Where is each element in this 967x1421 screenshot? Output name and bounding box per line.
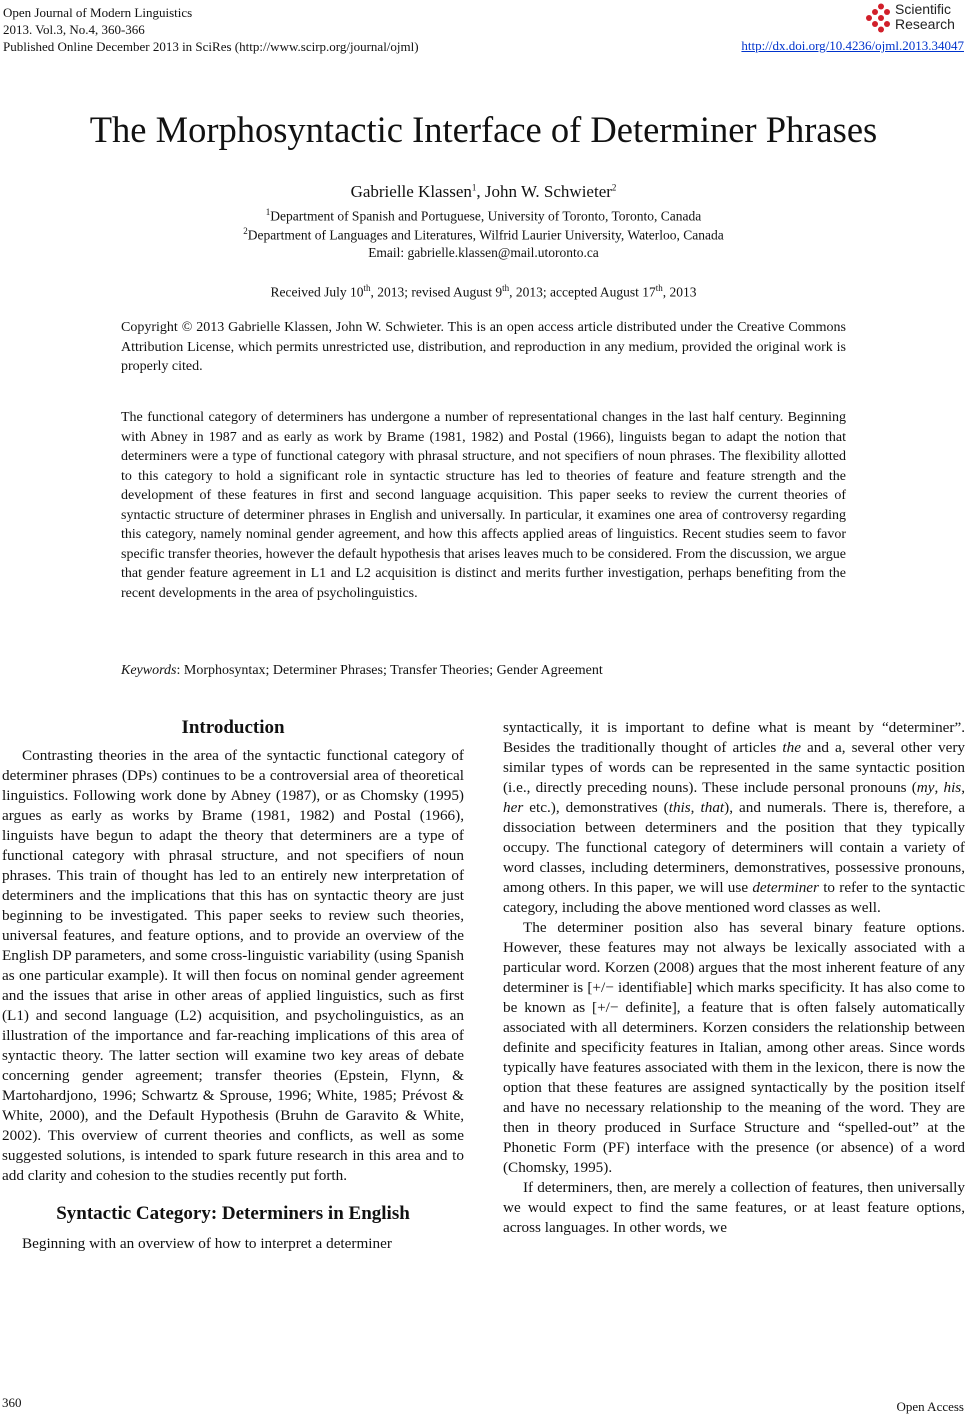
author-line [0,182,967,202]
keywords-label: Keywords [121,663,177,678]
doi-link[interactable]: http://dx.doi.org/10.4236/ojml.2013.34047 [741,38,964,53]
italic-term: my [916,779,935,796]
journal-published: Published Online December 2013 in SciRes (http://www.scirp.org/journal/ojml) [3,39,419,54]
text-run: syntactically, it is important to define what is meant by “determiner”. Besides the traditionally thought of articles [503,719,965,756]
text-run: and a, several other very similar types of words can be represented in the same syntactic position (i.e., directly preceding nouns). These include personal pronouns ( [503,739,965,796]
text-run: to refer to the syntactic category, including the above mentioned word classes as well. [503,879,965,916]
logo-text [895,2,955,32]
affiliation-1 [0,207,967,225]
accepted-sup: th [655,283,663,293]
keywords-text: : Morphosyntax; Determiner Phrases; Transfer Theories; Gender Agreement [176,663,603,678]
author-email: Email: gabrielle.klassen@mail.utoronto.ca [368,245,599,260]
italic-term: his [943,779,962,796]
author-2-affil-mark: 2 [611,182,617,193]
intro-paragraph: Contrasting theories in the area of the syntactic functional category of determiner phrases (DPs) continues to be a controversial area of theoretical linguistics. Following work done by Abney (1987), or as Chomsky (1995) argues as early as works by Brame (1981, 1982) and Postal (1966), linguists have begun to adapt the theory that determiners are a type of functional category with phrasal structure, and not specifiers of noun phrases. This train of thought has led to an entirely new interpretation of determiners and the implications that this has on syntactic theory are just beginning to be investigated. This paper seeks to review such theories, universal features, and feature options, and to provide an overview of the English DP parameters, and some cross-linguistic variability (using Spanish as one particular example). It will then focus on nominal gender agreement and the issues that arise in other areas of applied linguistics, such as first (L1) and second language (L2) acquisition, and psycholinguistics, as an illustration of the importance and far-reaching implications of this area of syntactic theory. The latter section will examine two key areas of debate concerning gender agreement; transfer theories (Epstein, Flynn, & Martohardjono, 1996; Schwartz & Sprouse, 1996; White, 1985; Prévost & White, 2000), and the Default Hypothesis (Bruhn de Garavito & White, 2002). This overview of current theories and conflicts, as well as some suggested solutions, is intended to spark future research in this area and to add clarity and cohesion to the studies recently put forth. [2,747,464,1184]
logo-line2: Research [895,16,955,32]
text-run: , [690,799,701,816]
author-1: Gabrielle Klassen [350,182,472,201]
received-dates [0,283,967,301]
year-part: , 2013 [662,284,697,300]
section-heading-introduction: Introduction [181,717,285,738]
open-access-label: Open Access [896,1399,964,1414]
italic-term: this [668,799,691,816]
italic-term: determiner [752,879,819,896]
text-run: , [934,779,944,796]
received-sup: th [363,283,371,293]
paper-title: The Morphosyntactic Interface of Determiner Phrases [89,109,878,150]
affiliation-2-text: Department of Languages and Literatures, Wilfrid Laurier University, Waterloo, Canada [247,227,724,243]
italic-term: the [782,739,801,756]
revised-sup: th [502,283,510,293]
received-part: Received July 10 [270,284,364,300]
author-2: John W. Schwieter [484,182,612,201]
affiliation-2 [0,226,967,244]
affiliation-1-text: Department of Spanish and Portuguese, University of Toronto, Toronto, Canada [270,208,702,224]
right-paragraph-3: If determiners, then, are merely a collection of features, then universally we would expect to find the same features, or at least feature options, across languages. In other words, we [503,1179,965,1236]
journal-volume: 2013. Vol.3, No.4, 360-366 [3,22,145,37]
section-heading-syntactic-category: Syntactic Category: Determiners in English [56,1203,410,1224]
abstract: The functional category of determiners has undergone a number of representational changes in the last half century. Beginning with Abney in 1987 and as early as work by Brame (1981, 1982) and Postal (1966), linguists began to adapt the notion that determiners were a type of functional category with phrasal structure, and not specifiers of noun phrases. The flexibility allotted to this category to hold a significant role in syntactic structure has led to theories of feature and feature strength and the development of these features in first and second language acquisition. This paper seeks to review the current theories of syntactic structure of determiner phrases in English and universally. In particular, it examines one area of controversy regarding this category, namely nominal gender agreement, and how this affects applied areas of linguistics. Recent studies seem to favor specific transfer theories, however the default hypothesis that arises leaves much to be considered. From the discussion, we argue that gender feature agreement in L1 and L2 acquisition is distinct and merits further investigation, perhaps benefiting from the recent developments in the area of psycholinguistics. [121,410,846,601]
author-separator: , [476,182,485,201]
affiliation-1-mark: 1 [265,207,271,217]
author-1-affil-mark: 1 [471,182,477,193]
scientific-research-logo [863,2,965,34]
syntactic-category-paragraph: Beginning with an overview of how to interpret a determiner [22,1235,392,1252]
journal-header [3,4,419,55]
text-run: etc.), demonstratives ( [523,799,669,816]
keywords [121,663,846,679]
copyright-notice: Copyright © 2013 Gabrielle Klassen, John W. Schwieter. This is an open access article distributed under the Creative Commons Attribution License, which permits unrestricted use, distribution, and reproduction in any medium, provided the original work is properly cited. [121,320,846,374]
text-run: , [961,779,965,796]
text-run: ), and numerals. There is, therefore, a dissociation between determiners and the position that they typically occupy. The functional category of determiners will contain a variety of word classes, including determiners, demonstratives, possessive pronouns, among others. In this paper, we will use [503,799,966,896]
italic-term: her [503,799,524,816]
right-paragraph-2: The determiner position also has several binary feature options. However, these features may not always be lexically associated with a particular word. Korzen (2008) argues that the most inherent feature of any determiner is [+/− identifiable] which marks specificity. It has also come to be known as [+/− definite], a feature that is often falsely automatically associated with all determiners. Korzen considers the relationship between definite and specificity features in Italian, among other areas. Since words typically have features associated with them in the lexicon, there is now the option that these features are assigned syntactically by the position itself and have no necessary relationship to the meaning of the word. They are then in theory produced in Surface Structure and “spelled-out” at the Phonetic Form (PF) interface with the presence (or absence) of a word (Chomsky, 1995). [503,919,965,1176]
logo-mark-icon [863,3,893,33]
revised-part: , 2013; revised August 9 [370,284,503,300]
italic-term: that [700,799,725,816]
logo-line1: Scientific [895,1,952,17]
journal-name: Open Journal of Modern Linguistics [3,5,193,20]
page-number: 360 [2,1395,22,1410]
left-column [2,712,464,1254]
affiliation-2-mark: 2 [243,226,248,236]
right-column [503,718,965,1238]
accepted-part: , 2013; accepted August 17 [509,284,656,300]
right-paragraph-1 [503,718,965,918]
